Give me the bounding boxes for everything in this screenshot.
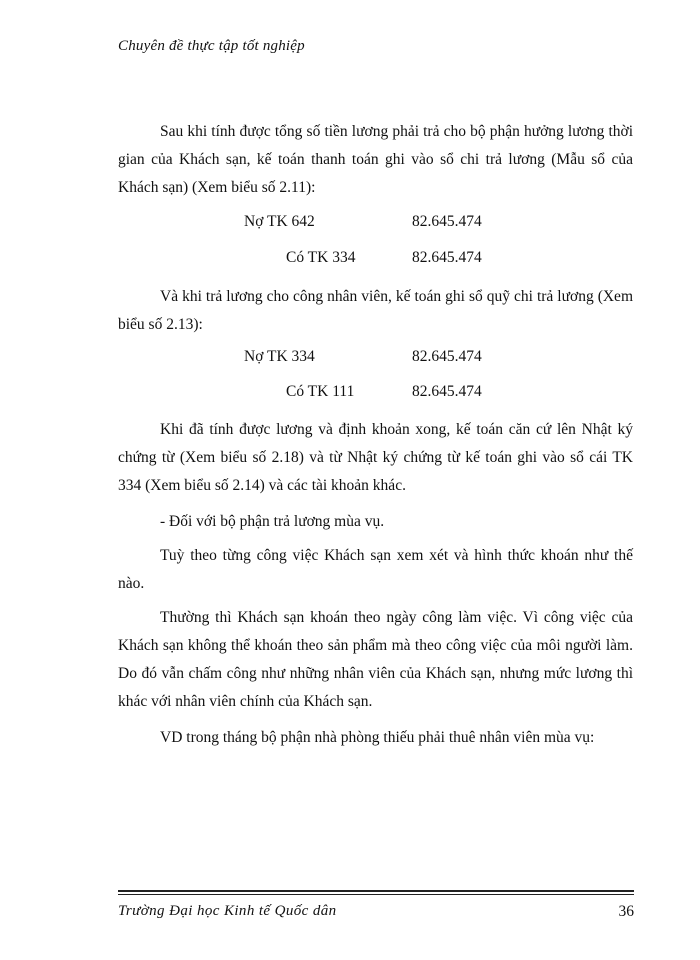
entry-debit-334-label: Nợ TK 334 [244,348,315,365]
entry-credit-111-amount: 82.645.474 [412,383,482,400]
paragraph-4: - Đối với bộ phận trả lương mùa vụ. [160,513,385,530]
entry-debit-642-amount: 82.645.474 [412,213,482,230]
paragraph-3: Khi đã tính được lương và định khoản xong, kế toán căn cứ lên Nhật ký chứng từ (Xem biểu số 2.18) và từ Nhật ký chứng từ kế toán ghi vào sổ cái TK 334 (Xem biểu số 2.14) và các tài khoản khác. [118,421,633,494]
entry-debit-642-label: Nợ TK 642 [244,213,315,230]
paragraph-1: Sau khi tính được tổng số tiền lương phải trả cho bộ phận hưởng lương thời gian của Khách sạn, kế toán thanh toán ghi vào sổ chi trả lương (Mẫu sổ của Khách sạn) (Xem biểu số 2.11): [118,123,633,196]
paragraph-6: Thường thì Khách sạn khoán theo ngày công làm việc. Vì công việc của Khách sạn không thể khoán theo sản phẩm mà theo công việc của môi người làm. Do đó vẫn chấm công như những nhân viên của Khách sạn, nhưng mức lương thì khác với nhân viên chính của Khách sạn. [118,609,633,710]
footer-rule [118,890,634,895]
entry-credit-334-label: Có TK 334 [286,249,356,266]
paragraph-5: Tuỳ theo từng công việc Khách sạn xem xét và hình thức khoán như thế nào. [118,547,633,592]
page-header: Chuyên đề thực tập tốt nghiệp [118,38,305,54]
entry-credit-111-label: Có TK 111 [286,383,355,400]
paragraph-2: Và khi trả lương cho công nhân viên, kế toán ghi sổ quỹ chi trả lương (Xem biểu số 2.13): [118,288,633,333]
footer-school: Trường Đại học Kinh tế Quốc dân [118,903,337,919]
entry-debit-334-amount: 82.645.474 [412,348,482,365]
entry-credit-334-amount: 82.645.474 [412,249,482,266]
paragraph-7: VD trong tháng bộ phận nhà phòng thiếu phải thuê nhân viên mùa vụ: [160,729,595,746]
page-number: 36 [618,903,634,920]
